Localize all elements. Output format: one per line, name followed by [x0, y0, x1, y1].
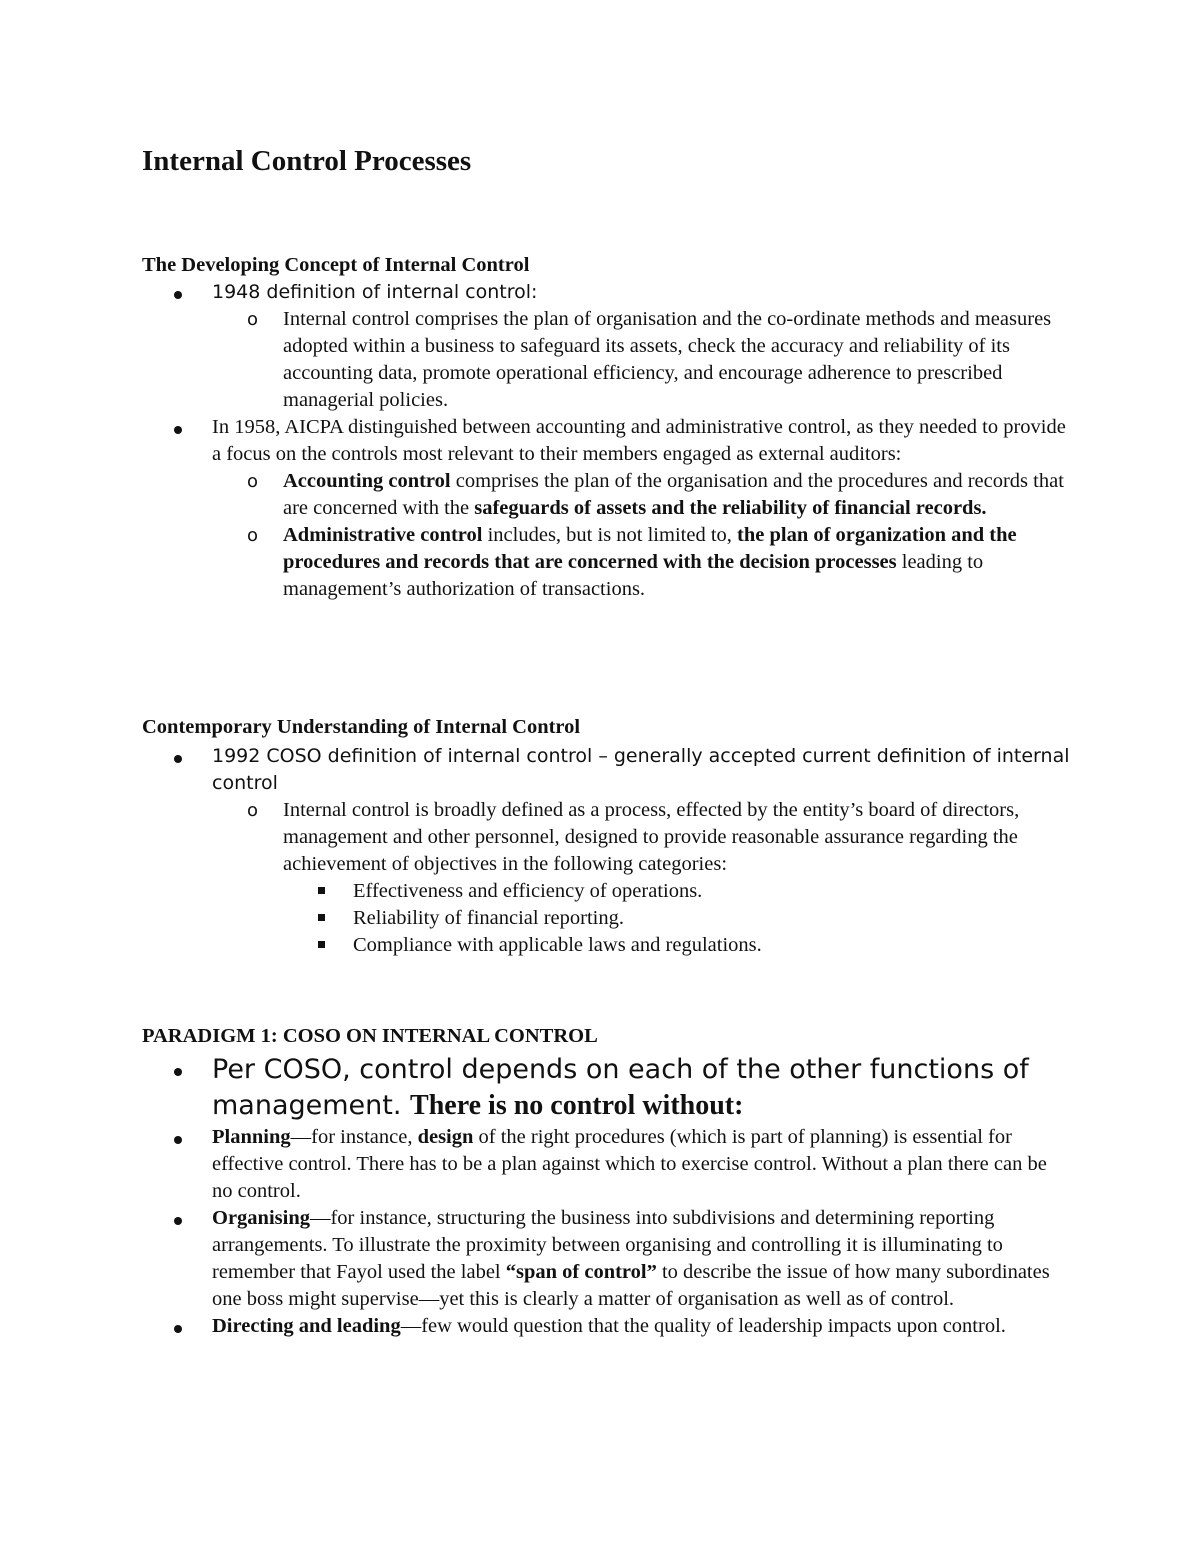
list-item [0, 743, 1200, 797]
list-item-text: to describe the issue of how many subordinates one boss might supervise—yet this is clearly a matter of organisation as well as of control. [212, 1261, 1050, 1310]
page-title: Internal Control Processes [142, 145, 472, 177]
list-item-text: —for instance, [290, 1126, 418, 1148]
term-organising: Organising [212, 1207, 310, 1229]
list-item-lead [0, 1052, 1200, 1124]
category-text: Compliance with applicable laws and regulations. [353, 934, 762, 956]
list-item-planning [0, 1124, 1200, 1205]
bullet-square-icon [318, 941, 325, 948]
list-item-text: —few would question that the quality of leadership impacts upon control. [400, 1315, 1006, 1337]
list-item [0, 279, 1200, 306]
emphasis-text: design [417, 1126, 474, 1148]
section-heading: PARADIGM 1: COSO ON INTERNAL CONTROL [142, 1025, 598, 1047]
section-list [0, 743, 1200, 959]
category-item [0, 932, 1200, 959]
category-item [0, 905, 1200, 932]
bullet-circle-icon: o [247, 309, 259, 330]
sub-list-item [0, 306, 1200, 414]
section-heading: Contemporary Understanding of Internal Control [142, 716, 581, 738]
sub-list-item-accounting-control [0, 468, 1200, 522]
term-administrative-control: Administrative control [283, 524, 483, 546]
bullet-circle-icon: o [247, 471, 259, 492]
list-item-text: 1948 definition of internal control: [212, 281, 538, 303]
bullet-dot-icon [174, 1068, 182, 1076]
sub-list-item-text: comprises the plan of the organisation and the procedures and records that are concerned with the [283, 470, 1064, 519]
emphasis-text: There is no control without: [410, 1090, 744, 1121]
bullet-dot-icon [174, 291, 182, 299]
emphasis-text: safeguards of assets and the reliability of financial records. [474, 497, 987, 519]
emphasis-text: the plan of organization and the procedures and records that are concerned with the decision processes [283, 524, 1017, 573]
bullet-dot-icon [174, 1136, 182, 1144]
category-text: Effectiveness and efficiency of operations. [353, 880, 703, 902]
bullet-dot-icon [174, 755, 182, 763]
sub-list-item-administrative-control [0, 522, 1200, 603]
term-directing-and-leading: Directing and leading [212, 1315, 401, 1337]
bullet-dot-icon [174, 1217, 182, 1225]
bullet-square-icon [318, 887, 325, 894]
bullet-circle-icon: o [247, 800, 259, 821]
category-text: Reliability of financial reporting. [353, 907, 624, 929]
bullet-square-icon [318, 914, 325, 921]
section-list [0, 1052, 1200, 1340]
sub-list-item-text: includes, but is not limited to, [482, 524, 738, 546]
list-item [0, 414, 1200, 468]
emphasis-text: “span of control” [505, 1261, 657, 1283]
sub-list-item-text: Internal control is broadly defined as a process, effected by the entity’s board of directors, management and other personnel, designed to provide reasonable assurance regarding the achievement of objectives in the following categories: [283, 799, 1020, 875]
sub-list-item-text: leading to management’s authorization of transactions. [283, 551, 984, 600]
list-item-text: of the right procedures (which is part of planning) is essential for effective control. There has to be a plan against which to exercise control. Without a plan there can be no control. [212, 1126, 1047, 1202]
section-heading: The Developing Concept of Internal Control [142, 254, 530, 276]
list-item-text: —for instance, structuring the business into subdivisions and determining reporting arrangements. To illustrate the proximity between organising and controlling it is illuminating to remember that Fayol used the label [212, 1207, 1003, 1283]
bullet-dot-icon [174, 1325, 182, 1333]
list-item-directing [0, 1313, 1200, 1340]
sub-list-item [0, 797, 1200, 878]
term-accounting-control: Accounting control [283, 470, 451, 492]
category-item [0, 878, 1200, 905]
list-item-text: Per COSO, control depends on each of the other functions of management. [212, 1054, 1029, 1121]
section-list [0, 279, 1200, 603]
bullet-dot-icon [174, 426, 182, 434]
list-item-text: 1992 COSO definition of internal control – generally accepted current definition of internal control [212, 745, 1070, 794]
list-item-text: In 1958, AICPA distinguished between accounting and administrative control, as they needed to provide a focus on the controls most relevant to their members engaged as external auditors: [212, 416, 1066, 465]
term-planning: Planning [212, 1126, 291, 1148]
list-item-organising [0, 1205, 1200, 1313]
sub-list-item-text: Internal control comprises the plan of organisation and the co-ordinate methods and measures adopted within a business to safeguard its assets, check the accuracy and reliability of its accounting data, promote operational efficiency, and encourage adherence to prescribed managerial policies. [283, 308, 1052, 411]
bullet-circle-icon: o [247, 525, 259, 546]
